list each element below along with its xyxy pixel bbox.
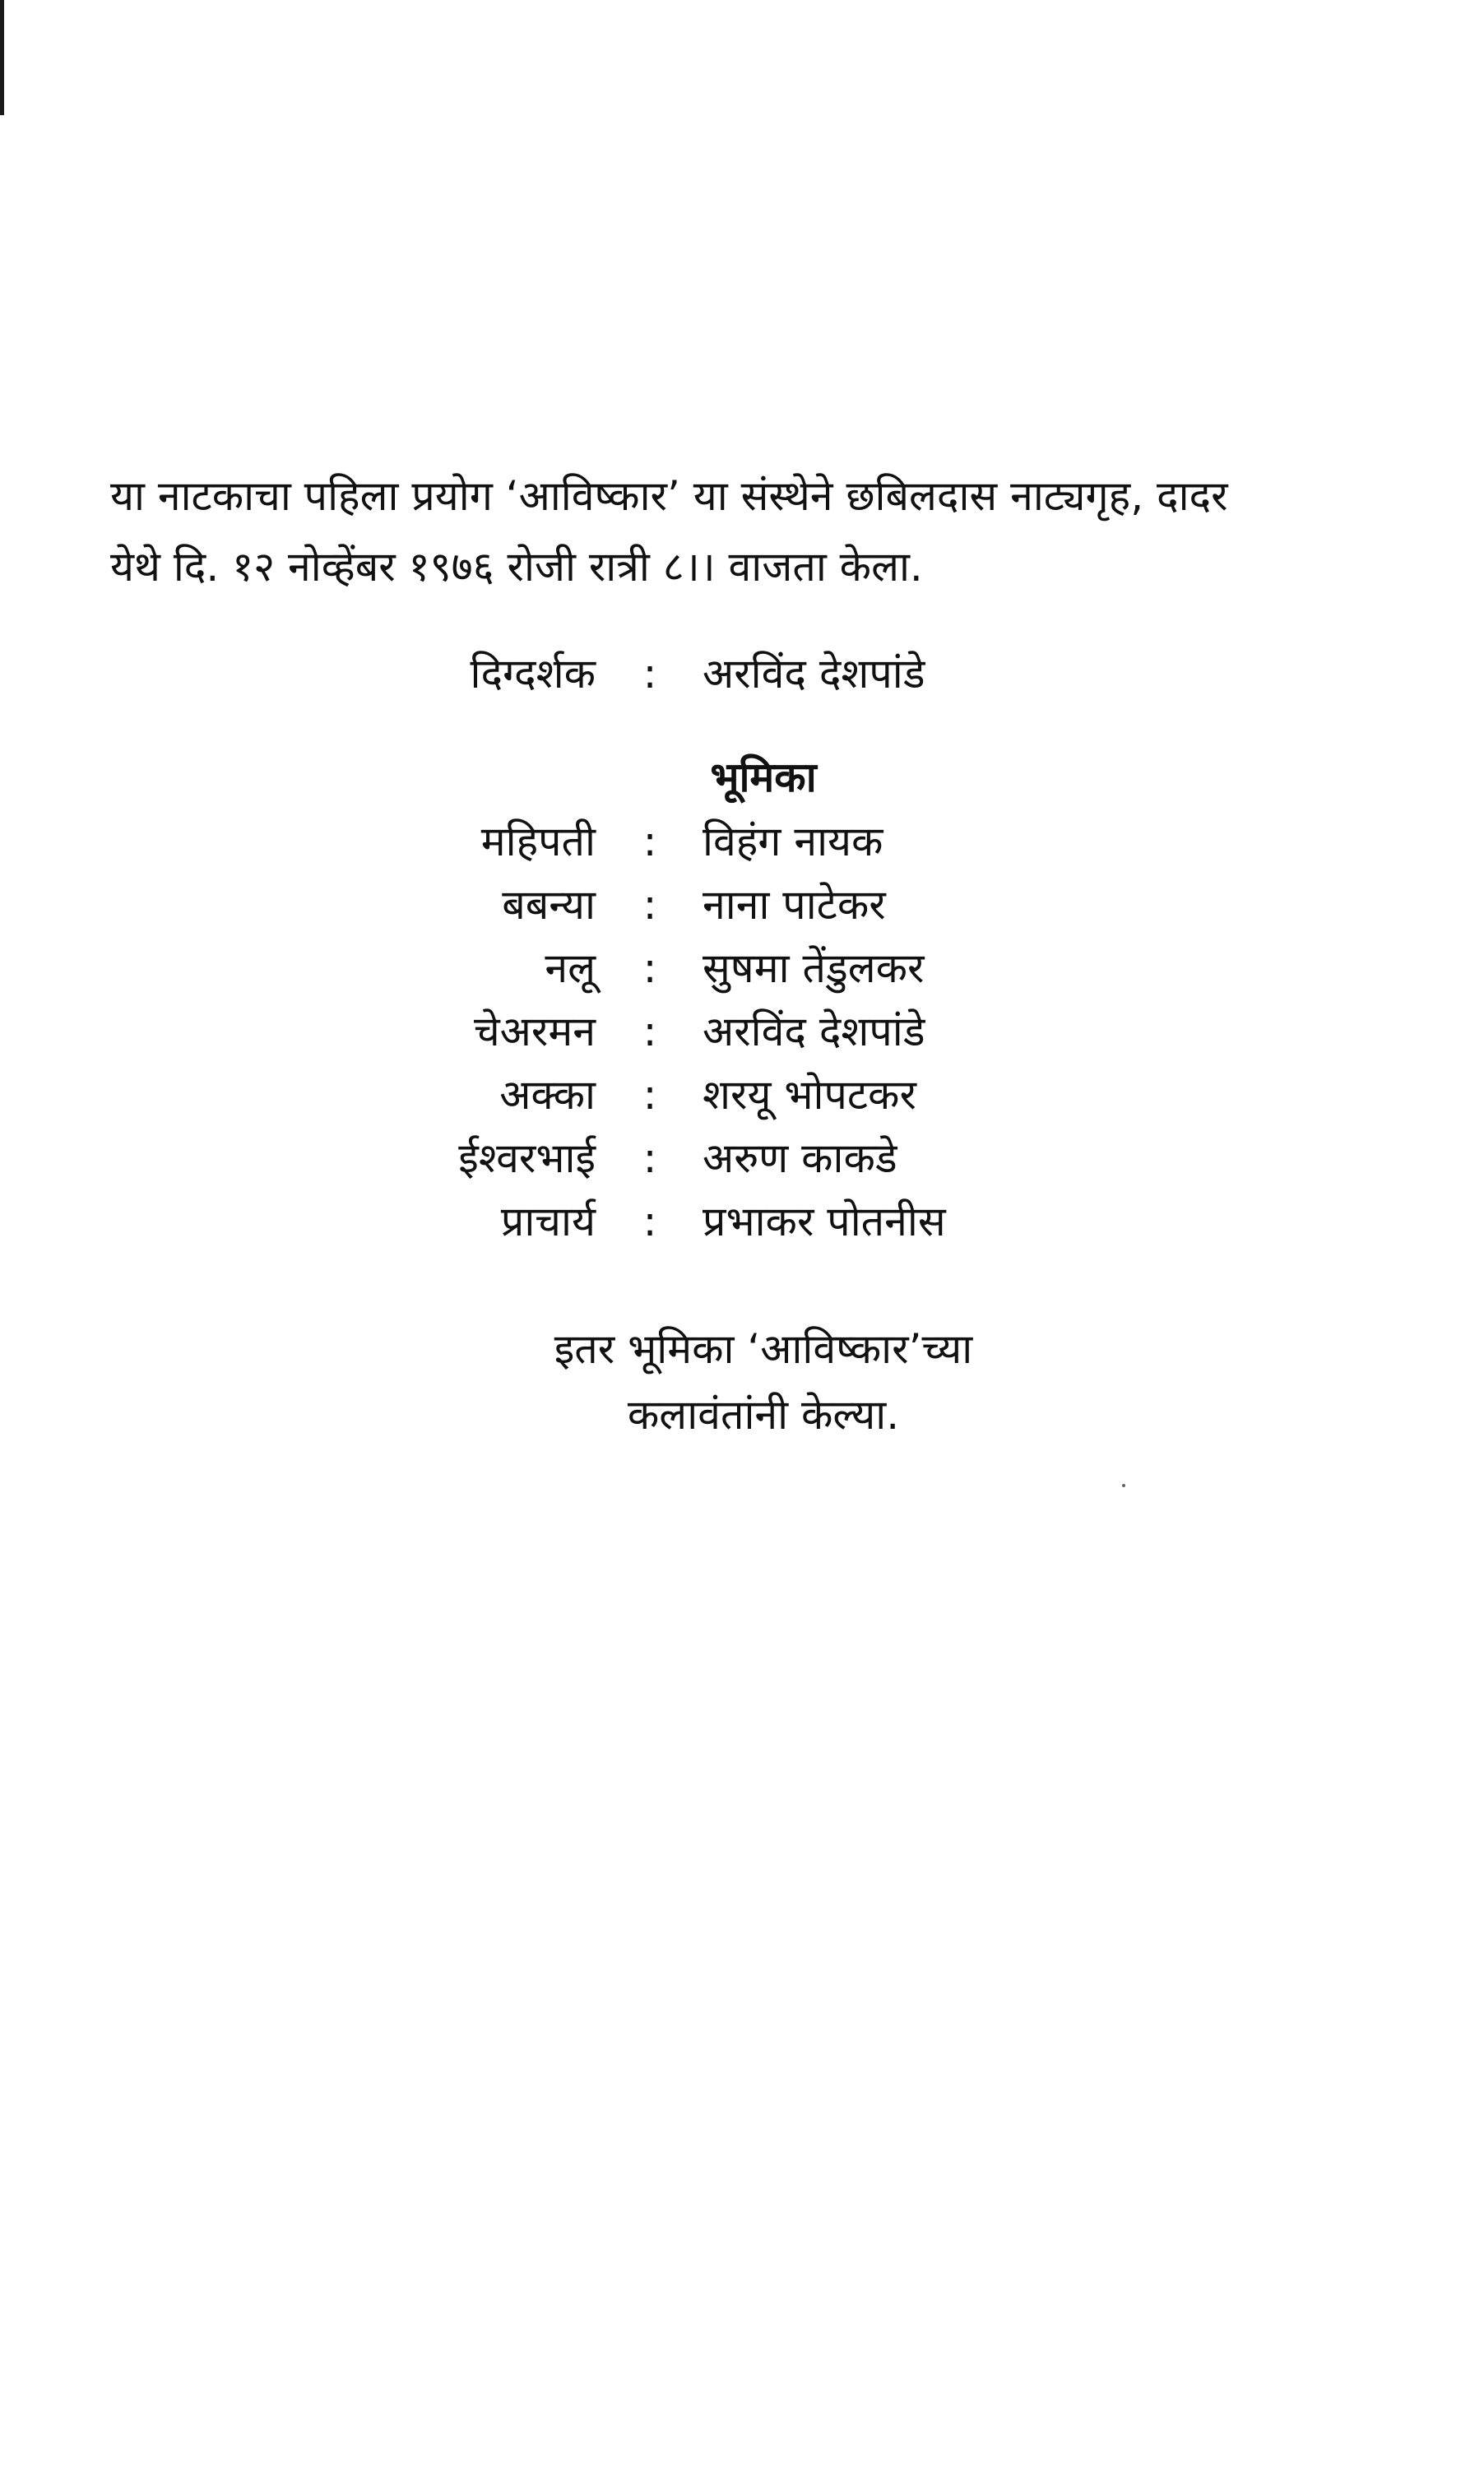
premiere-note-line-2: येथे दि. १२ नोव्हेंबर १९७६ रोजी रात्री ८।। वाजता केला. bbox=[110, 543, 923, 591]
cast-role: बबन्या bbox=[502, 881, 596, 929]
cast-row bbox=[0, 1126, 1484, 1190]
cast-separator: : bbox=[642, 818, 657, 865]
cast-actor: सुषमा तेंडुलकर bbox=[703, 944, 925, 992]
director-credit bbox=[0, 642, 1484, 706]
director-separator: : bbox=[642, 650, 657, 698]
cast-row bbox=[0, 1189, 1484, 1254]
cast-role: नलू bbox=[545, 944, 596, 992]
cast-role: चेअरमन bbox=[473, 1008, 596, 1055]
scan-edge-mark bbox=[0, 0, 4, 115]
director-role-label: दिग्दर्शक bbox=[470, 650, 596, 698]
cast-separator: : bbox=[642, 944, 657, 992]
premiere-note-line-1: या नाटकाचा पहिला प्रयोग ‘आविष्कार’ या संस्थेने छबिलदास नाट्यगृह, दादर bbox=[110, 472, 1228, 520]
cast-role: ईश्वरभाई bbox=[458, 1134, 596, 1182]
cast-separator: : bbox=[642, 1198, 657, 1245]
cast-heading: भूमिका bbox=[710, 753, 817, 801]
cast-role: प्राचार्य bbox=[500, 1198, 596, 1245]
cast-row bbox=[0, 999, 1484, 1064]
scan-speck bbox=[1122, 1484, 1125, 1487]
cast-role: अक्का bbox=[499, 1071, 596, 1119]
cast-actor: विहंग नायक bbox=[703, 818, 883, 865]
cast-row bbox=[0, 809, 1484, 874]
other-roles-note bbox=[0, 1316, 1484, 1448]
cast-separator: : bbox=[642, 881, 657, 929]
cast-separator: : bbox=[642, 1071, 657, 1119]
cast-row bbox=[0, 1063, 1484, 1127]
director-name: अरविंद देशपांडे bbox=[703, 650, 925, 698]
premiere-note bbox=[110, 461, 1426, 602]
cast-actor: अरुण काकडे bbox=[703, 1134, 897, 1182]
cast-row bbox=[0, 936, 1484, 1000]
other-roles-note-line-2: कलावंतांनी केल्या. bbox=[627, 1391, 900, 1439]
cast-separator: : bbox=[642, 1134, 657, 1182]
other-roles-note-line-1: इतर भूमिका ‘आविष्कार’च्या bbox=[554, 1325, 973, 1373]
cast-actor: अरविंद देशपांडे bbox=[703, 1008, 925, 1055]
cast-separator: : bbox=[642, 1008, 657, 1055]
cast-actor: शरयू भोपटकर bbox=[703, 1071, 916, 1119]
cast-actor: प्रभाकर पोतनीस bbox=[703, 1198, 946, 1245]
cast-row bbox=[0, 873, 1484, 937]
cast-actor: नाना पाटेकर bbox=[703, 881, 886, 929]
cast-role: महिपती bbox=[480, 818, 596, 865]
